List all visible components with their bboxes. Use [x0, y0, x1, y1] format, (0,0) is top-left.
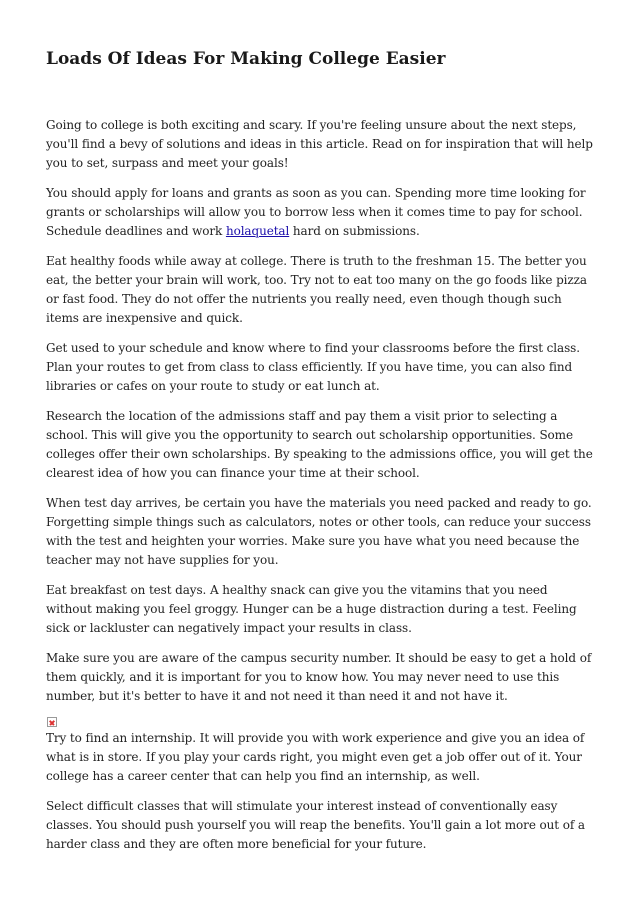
paragraph-loans-text-end: hard on submissions.	[289, 224, 420, 238]
document-page	[46, 48, 596, 865]
broken-image-icon	[47, 717, 57, 727]
paragraph-schedule: Get used to your schedule and know where to find your classrooms before the first class. Plan your routes to get from class to class efficiently. If you have time, you can also find libraries or cafes on your route to study or eat lunch at.	[46, 341, 580, 393]
paragraph-admissions: Research the location of the admissions staff and pay them a visit prior to selecting a school. This will give you the opportunity to search out scholarship opportunities. Some colleges offer their own scholarships. By speaking to the admissions office, you will get the clearest idea of how you can finance your time at their school.	[46, 409, 593, 480]
paragraph-loans-text: You should apply for loans and grants as soon as you can. Spending more time looking for grants or scholarships will allow you to borrow less when it comes time to pay for school. Schedule deadlines and work	[46, 186, 586, 238]
paragraph-healthy-food: Eat healthy foods while away at college. There is truth to the freshman 15. The better you eat, the better your brain will work, too. Try not to eat too many on the go foods like pizza or fast food. They do not offer the nutrients you really need, even though though such items are inexpensive and quick.	[46, 254, 587, 325]
page-title: Loads Of Ideas For Making College Easier	[46, 49, 446, 69]
holaquetal-link[interactable]: holaquetal	[225, 224, 290, 238]
paragraph-breakfast: Eat breakfast on test days. A healthy snack can give you the vitamins that you need without making you feel groggy. Hunger can be a huge distraction during a test. Feeling sick or lackluster can negatively impact your results in class.	[46, 583, 577, 635]
paragraph-test-day: When test day arrives, be certain you have the materials you need packed and ready to go. Forgetting simple things such as calculators, notes or other tools, can reduce your success with the test and heighten your worries. Make sure you have what you need because the teacher may not have supplies for you.	[46, 496, 592, 567]
paragraph-difficult-classes: Select difficult classes that will stimulate your interest instead of conventionally easy classes. You should push yourself you will reap the benefits. You'll gain a lot more out of a harder class and they are often more beneficial for your future.	[46, 799, 585, 851]
paragraph-intro: Going to college is both exciting and scary. If you're feeling unsure about the next steps, you'll find a bevy of solutions and ideas in this article. Read on for inspiration that will help you to set, surpass and meet your goals!	[46, 118, 593, 170]
paragraph-security: Make sure you are aware of the campus security number. It should be easy to get a hold of them quickly, and it is important for you to know how. You may never need to use this number, but it's better to have it and not need it than need it and not have it.	[46, 651, 592, 703]
paragraph-internship: Try to find an internship. It will provide you with work experience and give you an idea of what is in store. If you play your cards right, you might even get a job offer out of it. Your college has a career center that can help you find an internship, as well.	[46, 731, 585, 783]
paragraph-loans	[46, 184, 596, 241]
